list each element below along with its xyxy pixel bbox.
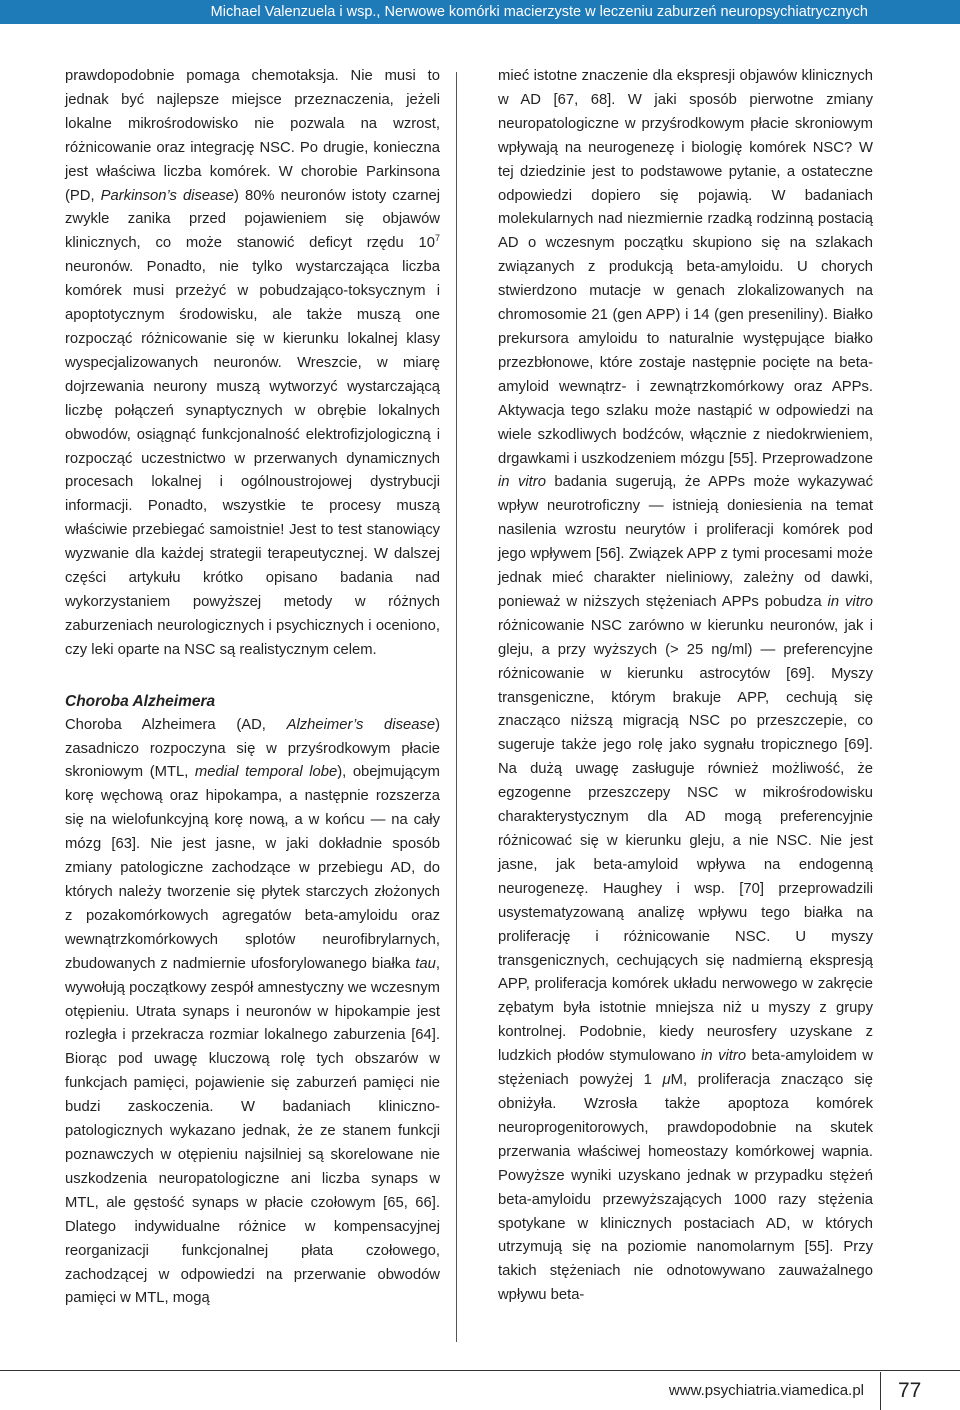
running-header	[0, 0, 960, 24]
italic-term: Alzheimer’s disease	[286, 716, 436, 733]
italic-term: medial temporal lobe	[194, 764, 338, 781]
footer-url[interactable]: www.psychiatria.viamedica.pl	[668, 1382, 864, 1399]
body-paragraph	[498, 65, 873, 1308]
body-paragraph	[65, 65, 440, 663]
text-run: ) zasadniczo rozpoczyna się w przyśrodkowym płacie skroniowym (MTL,	[65, 716, 440, 781]
italic-term: μ	[662, 1072, 671, 1089]
column-divider	[456, 72, 457, 1342]
page-number: 77	[898, 1379, 922, 1402]
right-column	[498, 65, 873, 1308]
footer-separator	[880, 1372, 881, 1410]
text-run: neuronów. Ponadto, nie tylko wystarczająca liczba komórek musi przeżyć w pobudzająco-toksycznym i apoptotycznym środowisku, ale także muszą one rozpocząć różnicowanie się w kierunku lokalnej klasy wyspecjalizowanych neuronów. Wreszcie, w miarę dojrzewania neurony muszą wytworzyć wystarczającą liczbę połączeń synaptycznych w obrębie lokalnych obwodów, osiągnąć funkcjonalność elektrofizjologiczną i rozpocząć uczestnictwo w przerwanych dynamicznych procesach lokalnej i ogólnoustrojowej dystrybucji informacji. Ponadto, wszystkie te procesy muszą właściwie przebiegać samoistnie! Jest to test stanowiący wyzwanie dla każdej strategii terapeutycznej. W dalszej części artykułu krótko opisano badania nad wykorzystaniem powyższej metody w różnych zaburzeniach neurologicznych i psychicznych i oceniono, czy leki oparte na NSC są realistycznym celem.	[65, 259, 440, 658]
text-run: M, proliferacja znacząco się obniżyła. Wzrosła także apoptoza komórek neuroprogenitorowych, prawdopodobnie na skutek przerwania właściwej homeostazy komórkowej wapnia. Powyższe wyniki uzyskano jednak w przypadku stężeń beta-amyloidu przewyższających 1000 razy stężenia spotykane w klinicznych postaciach AD, w których utrzymują się na poziomie nanomolarnym [55]. Przy takich stężeniach nie odnotowywano zauważalnego wpływu beta-	[498, 1072, 873, 1304]
text-run: ) 80% neuronów istoty czarnej zwykle zanika przed pojawieniem się objawów klinicznych, co może stanowić deficyt rzędu 10	[65, 187, 440, 252]
italic-term: in vitro	[498, 474, 546, 491]
left-column	[65, 65, 440, 1311]
italic-term: in vitro	[827, 593, 873, 610]
section-heading: Choroba Alzheimera	[65, 692, 216, 710]
footer-rule	[0, 1370, 960, 1371]
italic-term: tau	[415, 955, 436, 972]
text-run: mieć istotne znaczenie dla ekspresji objawów klinicznych w AD [67, 68]. W jaki sposób pierwotne zmiany neuropatologiczne w przyśrodkowym płacie skroniowym wpływają na neurogenezę i biologię komórek NSC? W tej dziedzinie jest to podstawowe pytanie, a ostateczne odpowiedzi dopiero się pojawią. W badaniach molekularnych nad niezmiernie rzadką rodzinną postacią AD o wczesnym początku skupiono się na szlakach związanych z produkcją beta-amyloidu. U chorych stwierdzono mutacje w genach zlokalizowanych na chromosomie 21 (gen APP) i 14 (gen preseniliny). Białko prekursora amyloidu to naturalnie występujące białko przezbłonowe, które zostaje następnie pocięte na beta-amyloid wewnątrz- i zewnątrzkomórkowy oraz APPs. Aktywacja tego szlaku może nastąpić w odpowiedzi na wiele szkodliwych bodźców, włącznie z niedokrwieniem, drgawkami i uszkodzeniem mózgu [55]. Przeprowadzone	[498, 68, 873, 467]
body-paragraph	[65, 714, 440, 1312]
text-run: , wywołują początkowy zespół amnestyczny we wczesnym otępieniu. Utrata synaps i neuronów w hipokampie jest rozległa i przekracza rozmiar lokalnego zaburzenia [64]. Biorąc pod uwagę kluczową rolę tych obszarów w funkcjach pamięci, pojawienie się zaburzeń pamięci nie budzi zaskoczenia. W badaniach kliniczno-patologicznych wykazano jednak, że ze stanem funkcji poznawczych w otępieniu najsilniej są skorelowane nie uszkodzenia neuropatologiczne ani liczba synaps w MTL, ale gęstość synaps w płacie czołowym [65, 66]. Dlatego indywidualne różnice w kompensacyjnej reorganizacji funkcjonalnej płata czołowego, zachodzącej w odpowiedzi na przerwanie obwodów pamięci w MTL, mogą	[65, 955, 440, 1307]
text-run: Choroba Alzheimera (AD,	[65, 716, 287, 733]
text-run: beta-amyloidem w stężeniach powyżej 1	[498, 1048, 873, 1089]
text-run: prawdopodobnie pomaga chemotaksja. Nie musi to jednak być najlepsze miejsce przeznaczenia, jeżeli lokalne mikrośrodowisko nie pozwala na wzrost, różnicowanie oraz integrację NSC. Po drugie, konieczna jest właściwa liczba komórek. W chorobie Parkinsona (PD,	[65, 68, 440, 204]
text-run: badania sugerują, że APPs może wykazywać wpływ neurotroficzny — istnieją doniesienia na temat nasilenia wzrostu neurytów i proliferacji komórek pod jego wpływem [56]. Związek APP z tymi procesami może jednak mieć charakter nieliniowy, zależny od dawki, ponieważ w niższych stężeniach APPs pobudza	[498, 474, 873, 610]
text-run: różnicowanie NSC zarówno w kierunku neuronów, jak i gleju, a przy wyższych (> 25 ng/ml) — preferencyjne różnicowanie w kierunku astrocytów [69]. Myszy transgeniczne, którym brakuje APP, cechują się znacząco niższą migracją NSC po przeszczepie, co sugeruje także jego rolę jako sygnału tropicznego [69]. Na dużą uwagę zasługuje również możliwość, że egzogenne przeszczepy NSC w mikrośrodowisku charakterystycznym dla AD mogą preferencyjnie różnicować się w kierunku gleju, a nie NSC. Nie jest jasne, jak beta-amyloid wpływa na endogenną neurogenezę. Haughey i wsp. [70] przeprowadzili usystematyzowaną analizę wpływu tego białka na proliferację i różnicowanie NSC. U myszy transgenicznych, cechujących się nadmierną ekspresją APP, proliferacja komórek układu nerwowego w zakręcie zębatym była istotnie mniejsza niż u myszy z grupy kontrolnej. Podobnie, kiedy neurosfery uzyskane z ludzkich płodów stymulowano	[498, 617, 873, 1065]
text-run: ), obejmującym korę węchową oraz hipokampa, a następnie rozszerza się na wielofunkcyjną korę nową, a w końcu — na cały mózg [63]. Nie jest jasne, w jaki dokładnie sposób zmiany patologiczne zachodzące w przebiegu AD, do których należy tworzenie się płytek starczych złożonych z pozakomórkowych agregatów beta-amyloidu oraz wewnątrzkomórkowych splotów neurofibrylarnych, zbudowanych z nadmiernie ufosforylowanego białka	[65, 764, 440, 972]
superscript: 7	[434, 233, 440, 244]
italic-term: in vitro	[701, 1048, 747, 1065]
running-title: Michael Valenzuela i wsp., Nerwowe komórki macierzyste w leczeniu zaburzeń neuropsychiatrycznych	[210, 4, 868, 20]
italic-term: Parkinson’s disease	[100, 187, 234, 204]
